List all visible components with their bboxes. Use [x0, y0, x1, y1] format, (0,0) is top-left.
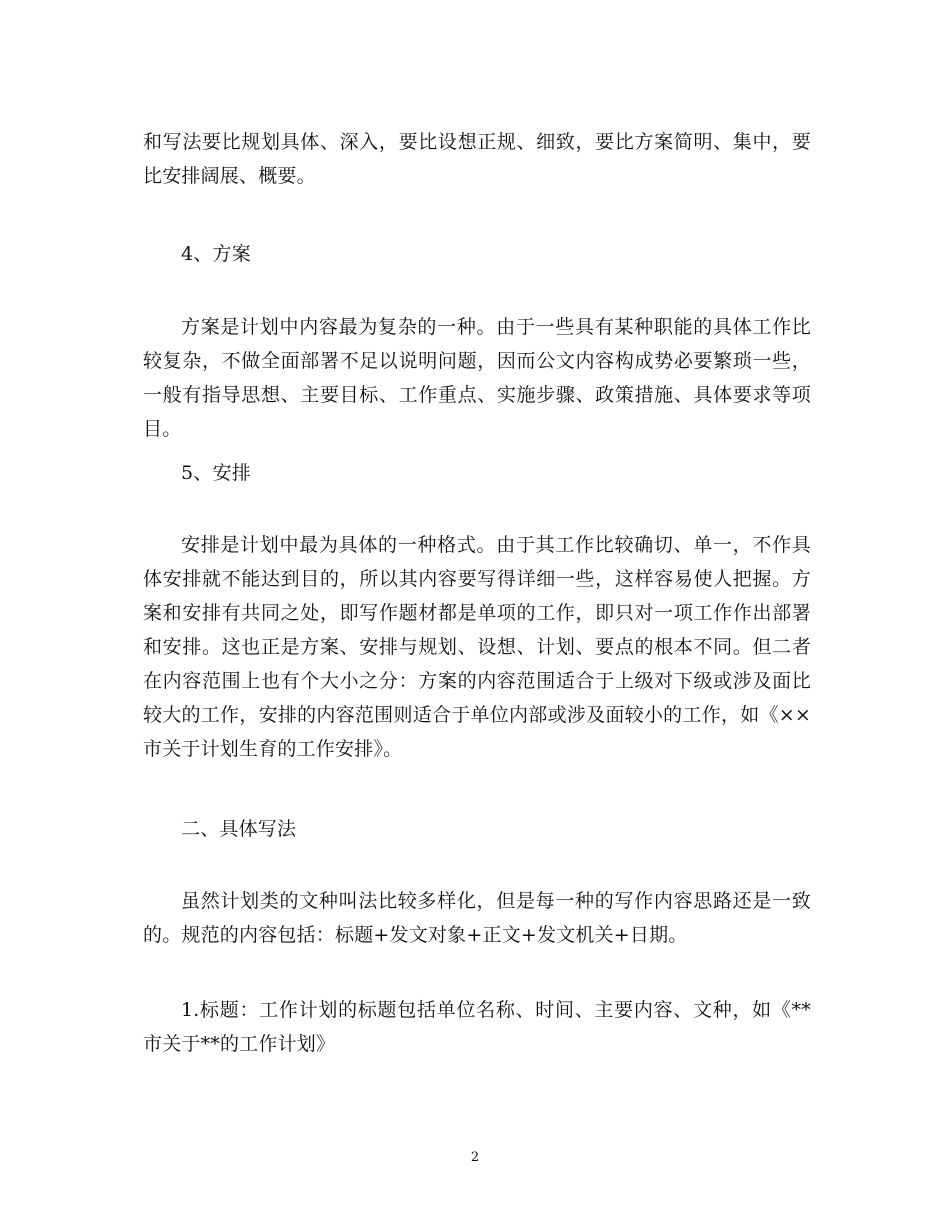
page-number: 2 [470, 1150, 480, 1165]
paragraph-title-rule: 1.标题：工作计划的标题包括单位名称、时间、主要内容、文种，如《**市关于**的工作计划》 [143, 999, 811, 1055]
paragraph-continuation: 和写法要比规划具体、深入，要比设想正规、细致，要比方案简明、集中，要比安排阔展、概要。 [143, 131, 811, 187]
paragraph-arrangement: 安排是计划中最为具体的一种格式。由于其工作比较确切、单一，不作具体安排就不能达到目的，所以其内容要写得详细一些，这样容易使人把握。方案和安排有共同之处，即写作题材都是单项的工作，即只对一项工作作出部署和安排。这也正是方案、安排与规划、设想、计划、要点的根本不同。但二者在内容范围上也有个大小之分：方案的内容范围适合于上级对下级或涉及面比较大的工作，安排的内容范围则适合于单位内部或涉及面较小的工作，如《××市关于计划生育的工作安排》。 [143, 534, 811, 760]
heading-5-arrangement: 5、安排 [181, 462, 251, 484]
paragraph-writing-method: 虽然计划类的文种叫法比较多样化，但是每一种的写作内容思路还是一致的。规范的内容包括：标题+发文对象+正文+发文机关+日期。 [143, 890, 811, 946]
paragraph-plan: 方案是计划中内容最为复杂的一种。由于一些具有某种职能的具体工作比较复杂，不做全面部署不足以说明问题，因而公文内容构成势必要繁琐一些，一般有指导思想、主要目标、工作重点、实施步骤、政策措施、具体要求等项目。 [143, 316, 811, 440]
heading-4-plan: 4、方案 [181, 243, 251, 265]
heading-2-writing-method: 二、具体写法 [181, 818, 297, 840]
